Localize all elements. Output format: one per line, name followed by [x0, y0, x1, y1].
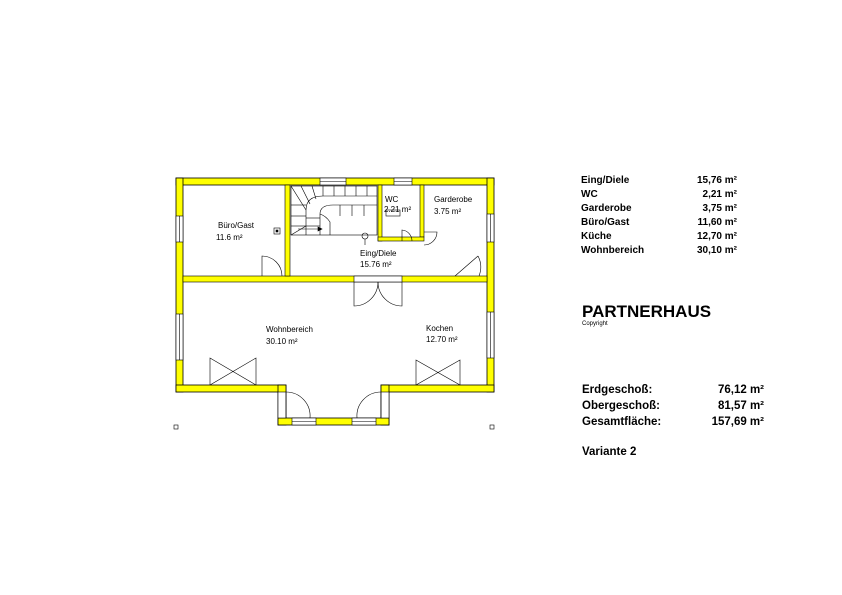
area-value: 11,60 m²	[697, 217, 737, 228]
room-name: Kochen	[426, 324, 454, 333]
room-area: 2.21 m²	[384, 205, 412, 214]
total-value: 157,69 m²	[711, 416, 764, 428]
list-item	[582, 398, 764, 414]
area-value: 12,70 m²	[696, 231, 737, 242]
area-value: 15,76 m²	[696, 175, 737, 186]
area-value: 30,10 m²	[696, 245, 737, 256]
room-area: 15.76 m²	[360, 260, 392, 269]
room-area-list	[581, 174, 737, 258]
list-item	[582, 414, 764, 430]
area-name: Büro/Gast	[581, 217, 630, 228]
list-item	[582, 382, 764, 398]
room-area: 11.6 m²	[216, 233, 243, 242]
room-labels	[216, 195, 473, 346]
room-name: Garderobe	[434, 195, 473, 204]
list-item	[581, 216, 737, 230]
list-item	[581, 174, 737, 188]
list-item	[581, 244, 737, 258]
total-value: 76,12 m²	[717, 384, 764, 396]
list-item	[581, 202, 737, 216]
copyright-label: Copyright	[582, 321, 608, 327]
corner-markers	[174, 425, 494, 429]
area-value: 2,21 m²	[702, 189, 737, 200]
room-area: 30.10 m²	[266, 337, 298, 346]
room-area: 3.75 m²	[434, 207, 462, 216]
brand-title: PARTNERHAUS	[582, 302, 712, 321]
total-name: Gesamtfläche:	[582, 416, 662, 428]
total-name: Erdgeschoß:	[582, 384, 653, 396]
total-name: Obergeschoß:	[582, 400, 660, 412]
room-name: Büro/Gast	[218, 221, 255, 230]
area-name: Eing/Diele	[581, 175, 630, 186]
area-name: Küche	[581, 231, 612, 242]
area-value: 3,75 m²	[702, 203, 737, 214]
area-name: Garderobe	[581, 203, 632, 214]
list-item	[581, 230, 737, 244]
area-name: WC	[581, 189, 598, 200]
variant-label: Variante 2	[582, 446, 637, 458]
room-name: Wohnbereich	[266, 325, 313, 334]
total-value: 81,57 m²	[717, 400, 764, 412]
area-totals	[582, 382, 764, 430]
list-item	[581, 188, 737, 202]
area-name: Wohnbereich	[581, 245, 645, 256]
room-name: WC	[385, 195, 399, 204]
room-name: Eing/Diele	[360, 249, 397, 258]
room-area: 12.70 m²	[426, 335, 458, 344]
